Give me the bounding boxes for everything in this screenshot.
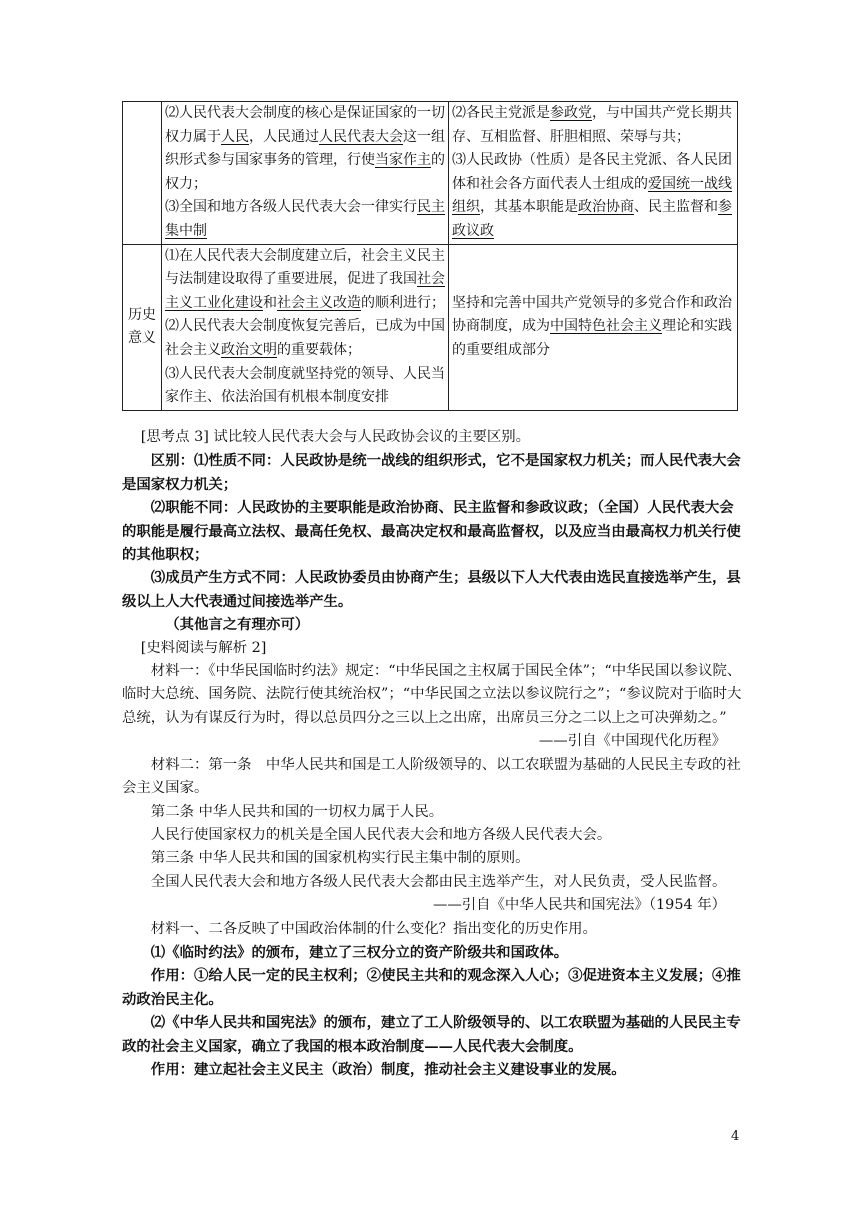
article-three: 第三条 中华人民共和国的国家机构实行民主集中制的原则。 (150, 850, 530, 867)
answer-paragraph: ⑵《中华人民共和国宪法》的颁布，建立了工人阶级领导的、以工农联盟为基础的人民民主专政的社会主义国家，确立了我国的根本政治制度——人民代表大会制度。 (122, 1014, 741, 1055)
table-row (123, 102, 738, 245)
npc-principle-text: ⑶全国和地方各级人民代表大会一律实行民主集中制 (165, 199, 445, 239)
cppcc-significance-text: 坚持和完善中国共产党领导的多党合作和政治协商制度，成为中国特色社会主义理论和实践的重要组成部分 (452, 294, 732, 358)
answer-paragraph: ⑴《临时约法》的颁布，建立了三权分立的资产阶级共和国政体。 (150, 943, 569, 961)
answer-paragraph: 区别：⑴性质不同：人民政协是统一战线的组织形式，它不是国家权力机关；而人民代表大会是国家权力机关； (122, 452, 741, 493)
comparison-table (122, 101, 738, 411)
question: 材料一、二各反映了中国政治体制的什么变化？指出变化的历史作用。 (150, 920, 597, 937)
cppcc-cell (449, 102, 738, 245)
article-three-detail: 全国人民代表大会和地方各级人民代表大会都由民主选举产生，对人民负责，受人民监督。 (150, 873, 727, 890)
article-two: 第二条 中华人民共和国的一切权力属于人民。 (150, 803, 444, 820)
article-two-detail: 人民行使国家权力的机关是全国人民代表大会和地方各级人民代表大会。 (150, 826, 612, 843)
material-one: 材料一：《中华民国临时约法》规定：“中华民国之主权属于国民全体”；“中华民国以参议院、临时大总统、国务院、法院行使其统治权”；“中华民国之立法以参议院行之”；“参议院对于临时大总统，认为有谋反行为时，得以总员四分之三以上之出席，出席员三分之二以上之可决弹劾之。” (122, 663, 742, 726)
row-label (123, 102, 162, 245)
page-number: 4 (731, 1129, 740, 1144)
question-heading: [思考点 3] 试比较人民代表大会与人民政协会议的主要区别。 (140, 429, 531, 445)
significance-3: ⑶人民代表大会制度就坚持党的领导、人民当家作主、依法治国有机根本制度安排 (165, 365, 445, 406)
npc-cell (162, 102, 449, 245)
significance-2: ⑵人民代表大会制度恢复完善后，已成为中国社会主义政治文明的重要载体； (165, 318, 445, 358)
cppcc-nature-text: ⑶人民政协（性质）是各民主党派、各人民团体和社会各方面代表人士组成的爱国统一战线组织，其基本职能是政治协商、民主监督和参政议政 (452, 152, 732, 239)
table-row (123, 244, 738, 410)
answer-paragraph: 作用：①给人民一定的民主权利；②使民主共和的观念深入人心；③促进资本主义发展；④推动政治民主化。 (122, 967, 741, 1008)
material-two: 材料二：第一条 中华人民共和国是工人阶级领导的、以工农联盟为基础的人民民主专政的社会主义国家。 (122, 756, 741, 797)
material-one-source: ——引自《中国现代化历程》 (538, 733, 726, 750)
parties-text: ⑵各民主党派是参政党，与中国共产党长期共存、互相监督、肝胆相照、荣辱与共； (452, 105, 732, 145)
section-heading: [史料阅读与解析 2] (140, 639, 267, 656)
body-text (122, 426, 742, 1081)
significance-1: ⑴在人民代表大会制度建立后，社会主义民主与法制建设取得了重要进展，促进了我国社会主义工业化建设和社会主义改造的顺利进行； (165, 247, 445, 311)
material-two-source: ——引自《中华人民共和国宪法》（1954 年） (432, 897, 726, 914)
answer-paragraph: ⑵职能不同：人民政协的主要职能是政治协商、民主监督和参政议政；（全国）人民代表大会的职能是履行最高立法权、最高任免权、最高决定权和最高监督权，以及应当由最高权力机关行使的其他职权； (122, 499, 741, 564)
row-label-historical-significance: 历史 意义 (123, 244, 162, 410)
npc-significance-cell (162, 244, 449, 410)
cppcc-significance-cell (449, 244, 738, 410)
npc-core-text: ⑵人民代表大会制度的核心是保证国家的一切权力属于人民，人民通过人民代表大会这一组织形式参与国家事务的管理，行使当家作主的权力； (165, 105, 445, 192)
answer-note: （其他言之有理亦可） (165, 616, 310, 634)
answer-paragraph: ⑶成员产生方式不同：人民政协委员由协商产生；县级以下人大代表由选民直接选举产生，县级以上人大代表通过间接选举产生。 (122, 569, 741, 610)
answer-paragraph: 作用：建立起社会主义民主（政治）制度，推动社会主义建设事业的发展。 (150, 1060, 626, 1078)
